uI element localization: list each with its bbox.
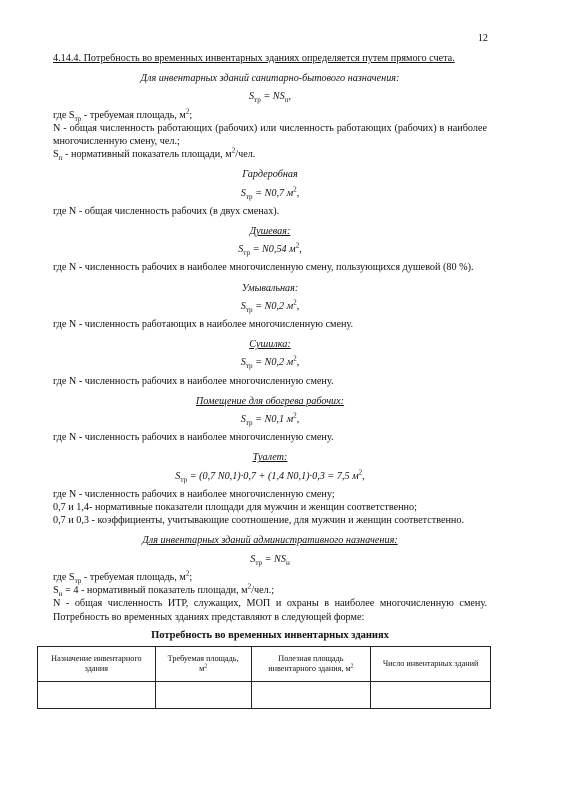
dryer-where: где N - численность рабочих в наиболее многочисленную смену. — [53, 375, 334, 387]
admin-formula: $S_{тр} = NS_н$ — [250, 553, 290, 567]
wardrobe-caption: Гардеробная — [242, 169, 298, 181]
wardrobe-formula: $S_{тр} = N0,7$ $м^2$, — [240, 185, 300, 201]
sanitary-where-1: где $S_{тр}$ - требуемая площадь, $м^2$; — [53, 107, 193, 123]
dryer-formula: $S_{тр} = N0,2$ $м^2$, — [240, 355, 300, 371]
toilet-where-1: где N - численность рабочих в наиболее многочисленную смену; — [53, 488, 335, 500]
table-header-count: Число инвентарных зданий — [371, 646, 491, 681]
sanitary-where-2: N - общая численность работающих (рабочих) или численность работающих (рабочих) в наиболее многочисленную смену, чел.; — [53, 122, 487, 148]
shower-formula: $S_{тр} = N0,54$ $м^2$, — [238, 241, 302, 258]
requirements-table — [37, 646, 491, 709]
page-content — [53, 52, 487, 709]
table-cell — [371, 681, 491, 708]
shower-caption: Душевая: — [249, 226, 291, 238]
sanitary-where-3: $S_п$ - нормативный показатель площади, $м^2$/чел. — [53, 146, 256, 163]
table-cell — [38, 681, 156, 708]
table-row — [38, 681, 491, 708]
toilet-where-2: 0,7 и 1,4- нормативные показатели площади для мужчин и женщин соответственно; — [53, 502, 417, 514]
shower-where: где N - численность рабочих в наиболее многочисленную смену, пользующихся душевой (80 %). — [53, 262, 474, 274]
table-header-required-area: Требуемая площадь, $м^2$ — [155, 646, 251, 681]
admin-where-2: $S_н = 4$ - нормативный показатель площади, $м^2$/чел.; — [53, 582, 275, 599]
table-header-purpose: Назначение инвентарного здания — [38, 646, 156, 681]
table-header-useful-area: Полезная площадь инвентарного здания, $м^2$ — [251, 646, 371, 681]
table-cell — [155, 681, 251, 708]
admin-caption: Для инвентарных зданий административного назначения: — [142, 535, 398, 547]
section-heading: 4.14.4. Потребность во временных инвентарных зданиях определяется путем прямого счета. — [53, 53, 455, 64]
admin-where-1: где $S_{тр}$ - требуемая площадь, $м^2$; — [53, 569, 193, 585]
table-header-row — [38, 646, 491, 681]
admin-where-3: N - общая численность ИТР, служащих, МОП и охраны в наиболее многочисленную смену. Потребность во временных зданиях представляют в следующей форме: — [53, 598, 487, 623]
washroom-where: где N - численность работающих в наиболее многочисленную смену. — [53, 319, 354, 331]
table-title: Потребность во временных инвентарных зданиях — [151, 629, 389, 641]
heating-caption: Помещение для обогрева рабочих: — [195, 395, 345, 407]
dryer-caption: Сушилка: — [249, 339, 291, 351]
heating-where: где N - численность рабочих в наиболее многочисленную смену. — [53, 432, 334, 444]
washroom-caption: Умывальная: — [241, 282, 299, 294]
sanitary-caption: Для инвентарных зданий санитарно-бытового назначения: — [140, 73, 400, 85]
page-number: 12 — [477, 33, 488, 44]
toilet-formula: $S_{тр} = (0,7$ N0,1)·0,7 + (1,4 N0,1)·0,3 = 7,5 $м^2$, — [175, 468, 365, 484]
toilet-caption: Туалет: — [252, 452, 288, 464]
table-cell — [251, 681, 371, 708]
wardrobe-where: где N - общая численность рабочих (в двух сменах). — [53, 205, 280, 217]
sanitary-formula: $S_{тр} = NS_п$, — [248, 91, 292, 105]
toilet-where-3: 0,7 и 0,3 - коэффициенты, учитывающие соотношение, для мужчин и женщин соответственно. — [53, 515, 465, 527]
washroom-formula: $S_{тр} = N0,2$ $м^2$, — [240, 298, 300, 314]
heating-formula: $S_{тр} = N0,1$ $м^2$, — [240, 411, 300, 428]
